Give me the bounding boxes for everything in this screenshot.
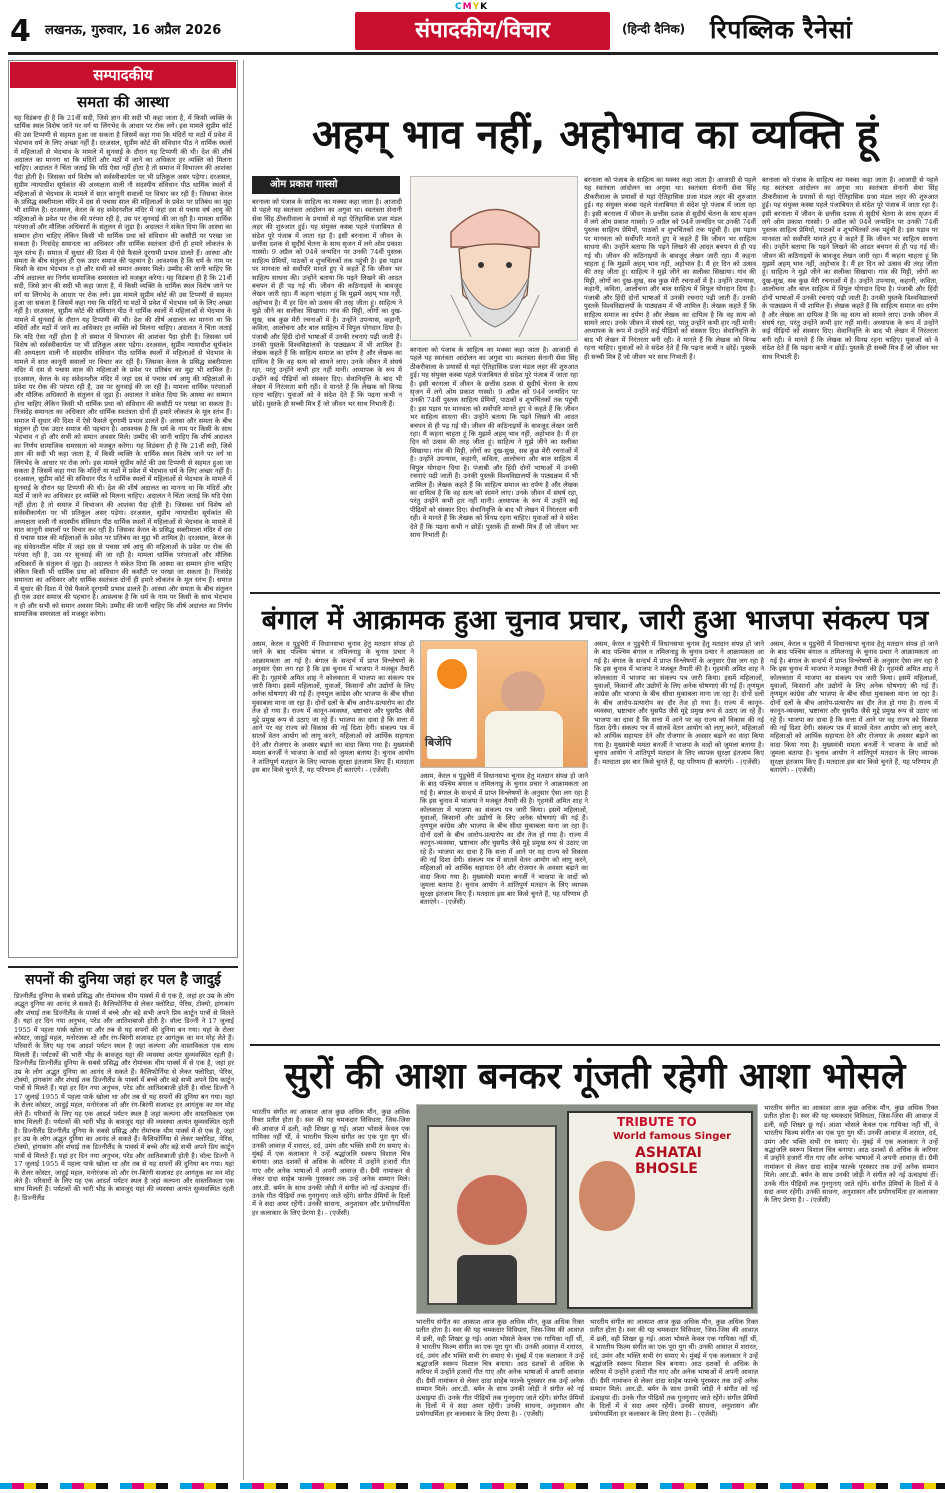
bengal-headline: बंगाल में आक्रामक हुआ चुनाव प्रचार, जारी हुआ भाजपा संकल्प पत्र bbox=[261, 605, 929, 636]
asha-body-col1: भारतीय संगीत का आकाश आज कुछ अधिक मौन, कुछ अधिक रिक्त प्रतीत होता है। स्वर की यह चमकदार विविधता, जिस-जिस की आवाज़ में ढली, वही शिखर छू गई। आशा भोसले केवल एक गायिका नहीं थीं, वे भारतीय फिल्म संगीत का एक पूरा युग थीं। उनकी आवाज़ में शरारत, दर्द, उमंग और भक्ति सभी रंग समाए थे। मुंबई में एक कलाकार ने उन्हें श्रद्धांजलि स्वरूप विशाल चित्र बनाया। आठ दशकों से अधिक के करियर में उन्होंने हजारों गीत गाए और अनेक भाषाओं में अपनी आवाज़ दी। ग्रैमी नामांकन से लेकर दादा साहेब फाल्के पुरस्कार तक उन्हें अनेक सम्मान मिले। आर.डी. बर्मन के साथ उनकी जोड़ी ने संगीत को नई ऊंचाइयां दीं। उनके गीत पीढ़ियों तक गुनगुनाए जाते रहेंगे। संगीत प्रेमियों के दिलों में वे सदा अमर रहेंगी। उनकी साधना, अनुशासन और प्रयोगधर्मिता हर कलाकार के लिए प्रेरणा है। - (एजेंसी) bbox=[252, 1108, 410, 1217]
editorial-body: यह विडंबना ही है कि 21वीं सदी, जिसे ज्ञान की सदी भी कहा जाता है, में किसी व्यक्ति के धार्मिक स्थल विशेष जाने पर वर्ग या लिंगभेद के आधार पर रोक लगे। इस मामले सुप्रीम कोर्ट की उस टिप्पणी से सहमत हुआ जा सकता है जिसमें कहा गया कि मंदिरों या मठों में प्रवेश में भेदभाव धर्म के लिए अच्छा नहीं है। दरअसल, सुप्रीम कोर्ट की संविधान पीठ ने धार्मिक स्थलों में महिलाओं से भेदभाव के मामले में सुनवाई के दौरान यह टिप्पणी की थी। देश की शीर्ष अदालत का मानना था कि मंदिरों और मठों में जाने का अधिकार हर व्यक्ति को मिलना चाहिए। अदालत ने चिंता जताई कि यदि ऐसा नहीं होता है तो समाज में विभाजन की आशंका पैदा होती है। जिसका धर्म विशेष को सर्वस्वीकार्यता पर भी प्रतिकूल असर पड़ेगा। दरअसल, सुप्रीम न्यायाधीश सूर्यकांत की अध्यक्षता वाली नौ सदस्यीय संविधान पीठ धार्मिक स्थलों में महिलाओं से भेदभाव के मामले में सात कानूनी सवालों पर विचार कर रही है। जिसका केरल के प्रसिद्ध सबरीमाला मंदिर में दस से पचास साल की महिलाओं के प्रवेश पर प्रतिबंध का मुद्दा भी शामिल है। दरअसल, केरल के वह संवेदनशील मंदिर में जहां दस से पचास वर्ष आयु की महिलाओं के प्रवेश पर रोक की परंपरा रही है, उस पर सुनवाई की जा रही है। मामला धार्मिक परंपराओं और मौलिक अधिकारों के संतुलन से जुड़ा है। अदालत ने संकेत दिया कि आस्था का सम्मान होना चाहिए लेकिन किसी भी धार्मिक प्रथा को संविधान की कसौटी पर परखा जा सकता है। निःसंदेह समानता का अधिकार और धार्मिक स्वतंत्रता दोनों ही हमारे लोकतंत्र के मूल स्तंभ हैं। समाज में सुधार की दिशा में ऐसे फैसले दूरगामी प्रभाव डालते हैं। आस्था और समता के बीच संतुलन ही एक उदार समाज की पहचान है। आवश्यक है कि धर्म के नाम पर किसी के साथ भेदभाव न हो और सभी को समान अवसर मिले। उम्मीद की जानी चाहिए कि शीर्ष अदालत का निर्णय सामाजिक समरसता को मजबूत करेगा। यह विडंबना ही है कि 21वीं सदी, जिसे ज्ञान की सदी भी कहा जाता है, में किसी व्यक्ति के धार्मिक स्थल विशेष जाने पर वर्ग या लिंगभेद के आधार पर रोक लगे। इस मामले सुप्रीम कोर्ट की उस टिप्पणी से सहमत हुआ जा सकता है जिसमें कहा गया कि मंदिरों या मठों में प्रवेश में भेदभाव धर्म के लिए अच्छा नहीं है। दरअसल, सुप्रीम कोर्ट की संविधान पीठ ने धार्मिक स्थलों में महिलाओं से भेदभाव के मामले में सुनवाई के दौरान यह टिप्पणी की थी। देश की शीर्ष अदालत का मानना था कि मंदिरों और मठों में जाने का अधिकार हर व्यक्ति को मिलना चाहिए। अदालत ने चिंता जताई कि यदि ऐसा नहीं होता है तो समाज में विभाजन की आशंका पैदा होती है। जिसका धर्म विशेष को सर्वस्वीकार्यता पर भी प्रतिकूल असर पड़ेगा। दरअसल, सुप्रीम न्यायाधीश सूर्यकांत की अध्यक्षता वाली नौ सदस्यीय संविधान पीठ धार्मिक स्थलों में महिलाओं से भेदभाव के मामले में सात कानूनी सवालों पर विचार कर रही है। जिसका केरल के प्रसिद्ध सबरीमाला मंदिर में दस से पचास साल की महिलाओं के प्रवेश पर प्रतिबंध का मुद्दा भी शामिल है। दरअसल, केरल के वह संवेदनशील मंदिर में जहां दस से पचास वर्ष आयु की महिलाओं के प्रवेश पर रोक की परंपरा रही है, उस पर सुनवाई की जा रही है। मामला धार्मिक परंपराओं और मौलिक अधिकारों के संतुलन से जुड़ा है। अदालत ने संकेत दिया कि आस्था का सम्मान होना चाहिए लेकिन किसी भी धार्मिक प्रथा को संविधान की कसौटी पर परखा जा सकता है। निःसंदेह समानता का अधिकार और धार्मिक स्वतंत्रता दोनों ही हमारे लोकतंत्र के मूल स्तंभ हैं। समाज में सुधार की दिशा में ऐसे फैसले दूरगामी प्रभाव डालते हैं। आस्था और समता के बीच संतुलन ही एक उदार समाज की पहचान है। आवश्यक है कि धर्म के नाम पर किसी के साथ भेदभाव न हो और सभी को समान अवसर मिले। उम्मीद की जानी चाहिए कि शीर्ष अदालत का निर्णय सामाजिक समरसता को मजबूत करेगा। यह विडंबना ही है कि 21वीं सदी, जिसे ज्ञान की सदी भी कहा जाता है, में किसी व्यक्ति के धार्मिक स्थल विशेष जाने पर वर्ग या लिंगभेद के आधार पर रोक लगे। इस मामले सुप्रीम कोर्ट की उस टिप्पणी से सहमत हुआ जा सकता है जिसमें कहा गया कि मंदिरों या मठों में प्रवेश में भेदभाव धर्म के लिए अच्छा नहीं है। दरअसल, सुप्रीम कोर्ट की संविधान पीठ ने धार्मिक स्थलों में महिलाओं से भेदभाव के मामले में सुनवाई के दौरान यह टिप्पणी की थी। देश की शीर्ष अदालत का मानना था कि मंदिरों और मठों में जाने का अधिकार हर व्यक्ति को मिलना चाहिए। अदालत ने चिंता जताई कि यदि ऐसा नहीं होता है तो समाज में विभाजन की आशंका पैदा होती है। जिसका धर्म विशेष को सर्वस्वीकार्यता पर भी प्रतिकूल असर पड़ेगा। दरअसल, सुप्रीम न्यायाधीश सूर्यकांत की अध्यक्षता वाली नौ सदस्यीय संविधान पीठ धार्मिक स्थलों में महिलाओं से भेदभाव के मामले में सात कानूनी सवालों पर विचार कर रही है। जिसका केरल के प्रसिद्ध सबरीमाला मंदिर में दस से पचास साल की महिलाओं के प्रवेश पर प्रतिबंध का मुद्दा भी शामिल है। दरअसल, केरल के वह संवेदनशील मंदिर में जहां दस से पचास वर्ष आयु की महिलाओं के प्रवेश पर रोक की परंपरा रही है, उस पर सुनवाई की जा रही है। मामला धार्मिक परंपराओं और मौलिक अधिकारों के संतुलन से जुड़ा है। अदालत ने संकेत दिया कि आस्था का सम्मान होना चाहिए लेकिन किसी भी धार्मिक प्रथा को संविधान की कसौटी पर परखा जा सकता है। निःसंदेह समानता का अधिकार और धार्मिक स्वतंत्रता दोनों ही हमारे लोकतंत्र के मूल स्तंभ हैं। समाज में सुधार की दिशा में ऐसे फैसले दूरगामी प्रभाव डालते हैं। आस्था और समता के बीच संतुलन ही एक उदार समाज की पहचान है। आवश्यक है कि धर्म के नाम पर किसी के साथ भेदभाव न हो और सभी को समान अवसर मिले। उम्मीद की जानी चाहिए कि शीर्ष अदालत का निर्णय सामाजिक समरसता को मजबूत करेगा। bbox=[14, 114, 232, 618]
section-rule-1 bbox=[250, 592, 940, 594]
lead-headline: अहम् भाव नहीं, अहोभाव का व्यक्ति हूं bbox=[312, 112, 878, 158]
bengal-body-col4: असम, केरल व पुडुचेरी में विधानसभा चुनाव हेतु मतदान संपन्न हो जाने के बाद पश्चिम बंगाल व तमिलनाडु के चुनाव प्रचार ने आक्रामकता आ गई है। बंगाल के सन्दर्भ में प्राप्त विश्लेषणों के अनुसार ऐसा लग रहा है कि इस चुनाव में भाजपा ने मजबूत तैयारी की है। गृहमंत्री अमित शाह ने कोलकाता में भाजपा का संकल्प पत्र जारी किया। इसमें महिलाओं, युवाओं, किसानों और उद्योगों के लिए अनेक घोषणाएं की गई हैं। तृणमूल कांग्रेस और भाजपा के बीच सीधा मुकाबला माना जा रहा है। दोनों दलों के बीच आरोप-प्रत्यारोप का दौर तेज हो गया है। राज्य में कानून-व्यवस्था, भ्रष्टाचार और घुसपैठ जैसे मुद्दे प्रमुख रूप से उठाए जा रहे हैं। भाजपा का दावा है कि सत्ता में आने पर वह राज्य को विकास की नई दिशा देगी। संकल्प पत्र में सातवें वेतन आयोग को लागू करने, महिलाओं को आर्थिक सहायता देने और रोजगार के अवसर बढ़ाने का वादा किया गया है। मुख्यमंत्री ममता बनर्जी ने भाजपा के वादों को जुमला बताया है। चुनाव आयोग ने शांतिपूर्ण मतदान के लिए व्यापक सुरक्षा इंतजाम किए हैं। मतदाता इस बार किसे चुनते हैं, यह परिणाम ही बताएंगे। - (एजेंसी) bbox=[770, 640, 938, 775]
bengal-body-col1: असम, केरल व पुडुचेरी में विधानसभा चुनाव हेतु मतदान संपन्न हो जाने के बाद पश्चिम बंगाल व तमिलनाडु के चुनाव प्रचार ने आक्रामकता आ गई है। बंगाल के सन्दर्भ में प्राप्त विश्लेषणों के अनुसार ऐसा लग रहा है कि इस चुनाव में भाजपा ने मजबूत तैयारी की है। गृहमंत्री अमित शाह ने कोलकाता में भाजपा का संकल्प पत्र जारी किया। इसमें महिलाओं, युवाओं, किसानों और उद्योगों के लिए अनेक घोषणाएं की गई हैं। तृणमूल कांग्रेस और भाजपा के बीच सीधा मुकाबला माना जा रहा है। दोनों दलों के बीच आरोप-प्रत्यारोप का दौर तेज हो गया है। राज्य में कानून-व्यवस्था, भ्रष्टाचार और घुसपैठ जैसे मुद्दे प्रमुख रूप से उठाए जा रहे हैं। भाजपा का दावा है कि सत्ता में आने पर वह राज्य को विकास की नई दिशा देगी। संकल्प पत्र में सातवें वेतन आयोग को लागू करने, महिलाओं को आर्थिक सहायता देने और रोजगार के अवसर बढ़ाने का वादा किया गया है। मुख्यमंत्री ममता बनर्जी ने भाजपा के वादों को जुमला बताया है। चुनाव आयोग ने शांतिपूर्ण मतदान के लिए व्यापक सुरक्षा इंतजाम किए हैं। मतदाता इस बार किसे चुनते हैं, यह परिणाम ही बताएंगे। - (एजेंसी) bbox=[252, 640, 414, 775]
column-rule bbox=[243, 60, 244, 1480]
paper-name: रिपब्लिक रैनेसां bbox=[710, 15, 853, 44]
asha-body-col2: भारतीय संगीत का आकाश आज कुछ अधिक मौन, कुछ अधिक रिक्त प्रतीत होता है। स्वर की यह चमकदार विविधता, जिस-जिस की आवाज़ में ढली, वही शिखर छू गई। आशा भोसले केवल एक गायिका नहीं थीं, वे भारतीय फिल्म संगीत का एक पूरा युग थीं। उनकी आवाज़ में शरारत, दर्द, उमंग और भक्ति सभी रंग समाए थे। मुंबई में एक कलाकार ने उन्हें श्रद्धांजलि स्वरूप विशाल चित्र बनाया। आठ दशकों से अधिक के करियर में उन्होंने हजारों गीत गाए और अनेक भाषाओं में अपनी आवाज़ दी। ग्रैमी नामांकन से लेकर दादा साहेब फाल्के पुरस्कार तक उन्हें अनेक सम्मान मिले। आर.डी. बर्मन के साथ उनकी जोड़ी ने संगीत को नई ऊंचाइयां दीं। उनके गीत पीढ़ियों तक गुनगुनाए जाते रहेंगे। संगीत प्रेमियों के दिलों में वे सदा अमर रहेंगी। उनकी साधना, अनुशासन और प्रयोगधर्मिता हर कलाकार के लिए प्रेरणा है। - (एजेंसी) bbox=[416, 1318, 584, 1419]
section-rule-2 bbox=[250, 1044, 940, 1046]
poster-subtitle: World famous Singer bbox=[613, 1131, 732, 1142]
bengal-body-col2: असम, केरल व पुडुचेरी में विधानसभा चुनाव हेतु मतदान संपन्न हो जाने के बाद पश्चिम बंगाल व तमिलनाडु के चुनाव प्रचार ने आक्रामकता आ गई है। बंगाल के सन्दर्भ में प्राप्त विश्लेषणों के अनुसार ऐसा लग रहा है कि इस चुनाव में भाजपा ने मजबूत तैयारी की है। गृहमंत्री अमित शाह ने कोलकाता में भाजपा का संकल्प पत्र जारी किया। इसमें महिलाओं, युवाओं, किसानों और उद्योगों के लिए अनेक घोषणाएं की गई हैं। तृणमूल कांग्रेस और भाजपा के बीच सीधा मुकाबला माना जा रहा है। दोनों दलों के बीच आरोप-प्रत्यारोप का दौर तेज हो गया है। राज्य में कानून-व्यवस्था, भ्रष्टाचार और घुसपैठ जैसे मुद्दे प्रमुख रूप से उठाए जा रहे हैं। भाजपा का दावा है कि सत्ता में आने पर वह राज्य को विकास की नई दिशा देगी। संकल्प पत्र में सातवें वेतन आयोग को लागू करने, महिलाओं को आर्थिक सहायता देने और रोजगार के अवसर बढ़ाने का वादा किया गया है। मुख्यमंत्री ममता बनर्जी ने भाजपा के वादों को जुमला बताया है। चुनाव आयोग ने शांतिपूर्ण मतदान के लिए व्यापक सुरक्षा इंतजाम किए हैं। मतदाता इस बार किसे चुनते हैं, यह परिणाम ही बताएंगे। - (एजेंसी) bbox=[420, 772, 588, 907]
editorial-section-label: सम्पादकीय bbox=[10, 62, 236, 88]
rally-photo bbox=[420, 640, 588, 768]
lead-body-col1: बरनाला को पंजाब के साहित्य का मक्का कहा जाता है। आजादी से पहले यह स्वतंत्रता आंदोलन का अगुवा था। स्वतंत्रता सेनानी सेवा सिंह ठीकरीवाला के प्रयासों से यहां ऐतिहासिक प्रजा मंडल लहर की शुरुआत हुई। यह संयुक्त कस्बा पहले पंजाबियत से संदेश पूरे पंजाब में जाता रहा है। इसी बरनाला में जीवन के छत्तीस दशक से सुदीर्घ चेतना के साथ सृजन में लगे ओम प्रकाश गास्सो। 9 अप्रैल को 94वें जन्मदिन पर उनकी 74वीं पुस्तक साहित्य प्रेमियों, पाठकों व शुभचिंतकों तक पहुंची है। इस पड़ाव पर मानवता को सर्वोपरि मानते हुए वे कहते हैं कि जीवन भर साहित्य साधना की। उन्होंने बताया कि पढ़ने लिखने की आदत बचपन से ही पड़ गई थी। जीवन की कठिनाइयों के बावजूद लेखन जारी रहा। मैं कहना चाहता हूं कि मुझमें अहम् भाव नहीं, अहोभाव है। मैं हर दिन को उत्सव की तरह जीता हूं। साहित्य ने मुझे जीने का सलीका सिखाया। गांव की मिट्टी, लोगों का दुख-सुख, सब कुछ मेरी रचनाओं में है। उन्होंने उपन्यास, कहानी, कविता, आलोचना और बाल साहित्य में विपुल योगदान दिया है। पंजाबी और हिंदी दोनों भाषाओं में उनकी रचनाएं पढ़ी जाती हैं। उनकी पुस्तकें विश्वविद्यालयों के पाठ्यक्रम में भी शामिल हैं। लेखक कहते हैं कि साहित्य समाज का दर्पण है और लेखक का दायित्व है कि वह सत्य को सामने लाए। उनके जीवन में संघर्ष रहा, परंतु उन्होंने कभी हार नहीं मानी। अध्यापक के रूप में उन्होंने कई पीढ़ियों को संस्कार दिए। सेवानिवृत्ति के बाद भी लेखन में निरंतरता बनी रही। वे मानते हैं कि लेखक को विनम्र रहना चाहिए। युवाओं को वे संदेश देते हैं कि पढ़ना कभी न छोड़ें। पुस्तकें ही सच्ची मित्र हैं जो जीवन भर साथ निभाती हैं। bbox=[252, 198, 402, 408]
editorial-title: समता की आस्था bbox=[77, 93, 169, 111]
paper-label: (हिन्दी दैनिक) bbox=[622, 22, 686, 36]
bjp-label: बिजेपि bbox=[425, 736, 452, 749]
portrait-illustration bbox=[410, 176, 578, 341]
asha-body-col4: भारतीय संगीत का आकाश आज कुछ अधिक मौन, कुछ अधिक रिक्त प्रतीत होता है। स्वर की यह चमकदार विविधता, जिस-जिस की आवाज़ में ढली, वही शिखर छू गई। आशा भोसले केवल एक गायिका नहीं थीं, वे भारतीय फिल्म संगीत का एक पूरा युग थीं। उनकी आवाज़ में शरारत, दर्द, उमंग और भक्ति सभी रंग समाए थे। मुंबई में एक कलाकार ने उन्हें श्रद्धांजलि स्वरूप विशाल चित्र बनाया। आठ दशकों से अधिक के करियर में उन्होंने हजारों गीत गाए और अनेक भाषाओं में अपनी आवाज़ दी। ग्रैमी नामांकन से लेकर दादा साहेब फाल्के पुरस्कार तक उन्हें अनेक सम्मान मिले। आर.डी. बर्मन के साथ उनकी जोड़ी ने संगीत को नई ऊंचाइयां दीं। उनके गीत पीढ़ियों तक गुनगुनाए जाते रहेंगे। संगीत प्रेमियों के दिलों में वे सदा अमर रहेंगी। उनकी साधना, अनुशासन और प्रयोगधर्मिता हर कलाकार के लिए प्रेरणा है। - (एजेंसी) bbox=[764, 1104, 938, 1205]
lead-body-col4: बरनाला को पंजाब के साहित्य का मक्का कहा जाता है। आजादी से पहले यह स्वतंत्रता आंदोलन का अगुवा था। स्वतंत्रता सेनानी सेवा सिंह ठीकरीवाला के प्रयासों से यहां ऐतिहासिक प्रजा मंडल लहर की शुरुआत हुई। यह संयुक्त कस्बा पहले पंजाबियत से संदेश पूरे पंजाब में जाता रहा है। इसी बरनाला में जीवन के छत्तीस दशक से सुदीर्घ चेतना के साथ सृजन में लगे ओम प्रकाश गास्सो। 9 अप्रैल को 94वें जन्मदिन पर उनकी 74वीं पुस्तक साहित्य प्रेमियों, पाठकों व शुभचिंतकों तक पहुंची है। इस पड़ाव पर मानवता को सर्वोपरि मानते हुए वे कहते हैं कि जीवन भर साहित्य साधना की। उन्होंने बताया कि पढ़ने लिखने की आदत बचपन से ही पड़ गई थी। जीवन की कठिनाइयों के बावजूद लेखन जारी रहा। मैं कहना चाहता हूं कि मुझमें अहम् भाव नहीं, अहोभाव है। मैं हर दिन को उत्सव की तरह जीता हूं। साहित्य ने मुझे जीने का सलीका सिखाया। गांव की मिट्टी, लोगों का दुख-सुख, सब कुछ मेरी रचनाओं में है। उन्होंने उपन्यास, कहानी, कविता, आलोचना और बाल साहित्य में विपुल योगदान दिया है। पंजाबी और हिंदी दोनों भाषाओं में उनकी रचनाएं पढ़ी जाती हैं। उनकी पुस्तकें विश्वविद्यालयों के पाठ्यक्रम में भी शामिल हैं। लेखक कहते हैं कि साहित्य समाज का दर्पण है और लेखक का दायित्व है कि वह सत्य को सामने लाए। उनके जीवन में संघर्ष रहा, परंतु उन्होंने कभी हार नहीं मानी। अध्यापक के रूप में उन्होंने कई पीढ़ियों को संस्कार दिए। सेवानिवृत्ति के बाद भी लेखन में निरंतरता बनी रही। वे मानते हैं कि लेखक को विनम्र रहना चाहिए। युवाओं को वे संदेश देते हैं कि पढ़ना कभी न छोड़ें। पुस्तकें ही सच्ची मित्र हैं जो जीवन भर साथ निभाती हैं। bbox=[762, 176, 938, 361]
tribute-poster-photo bbox=[416, 1104, 758, 1314]
print-colour-bar bbox=[0, 1483, 945, 1489]
lead-body-col2: बरनाला को पंजाब के साहित्य का मक्का कहा जाता है। आजादी से पहले यह स्वतंत्रता आंदोलन का अगुवा था। स्वतंत्रता सेनानी सेवा सिंह ठीकरीवाला के प्रयासों से यहां ऐतिहासिक प्रजा मंडल लहर की शुरुआत हुई। यह संयुक्त कस्बा पहले पंजाबियत से संदेश पूरे पंजाब में जाता रहा है। इसी बरनाला में जीवन के छत्तीस दशक से सुदीर्घ चेतना के साथ सृजन में लगे ओम प्रकाश गास्सो। 9 अप्रैल को 94वें जन्मदिन पर उनकी 74वीं पुस्तक साहित्य प्रेमियों, पाठकों व शुभचिंतकों तक पहुंची है। इस पड़ाव पर मानवता को सर्वोपरि मानते हुए वे कहते हैं कि जीवन भर साहित्य साधना की। उन्होंने बताया कि पढ़ने लिखने की आदत बचपन से ही पड़ गई थी। जीवन की कठिनाइयों के बावजूद लेखन जारी रहा। मैं कहना चाहता हूं कि मुझमें अहम् भाव नहीं, अहोभाव है। मैं हर दिन को उत्सव की तरह जीता हूं। साहित्य ने मुझे जीने का सलीका सिखाया। गांव की मिट्टी, लोगों का दुख-सुख, सब कुछ मेरी रचनाओं में है। उन्होंने उपन्यास, कहानी, कविता, आलोचना और बाल साहित्य में विपुल योगदान दिया है। पंजाबी और हिंदी दोनों भाषाओं में उनकी रचनाएं पढ़ी जाती हैं। उनकी पुस्तकें विश्वविद्यालयों के पाठ्यक्रम में भी शामिल हैं। लेखक कहते हैं कि साहित्य समाज का दर्पण है और लेखक का दायित्व है कि वह सत्य को सामने लाए। उनके जीवन में संघर्ष रहा, परंतु उन्होंने कभी हार नहीं मानी। अध्यापक के रूप में उन्होंने कई पीढ़ियों को संस्कार दिए। सेवानिवृत्ति के बाद भी लेखन में निरंतरता बनी रही। वे मानते हैं कि लेखक को विनम्र रहना चाहिए। युवाओं को वे संदेश देते हैं कि पढ़ना कभी न छोड़ें। पुस्तकें ही सच्ची मित्र हैं जो जीवन भर साथ निभाती हैं। bbox=[410, 346, 578, 539]
dateline: लखनऊ, गुरुवार, 16 अप्रैल 2026 bbox=[45, 23, 222, 38]
poster-name: ASHATAI BHOSLE bbox=[635, 1145, 702, 1177]
bengal-body-col3: असम, केरल व पुडुचेरी में विधानसभा चुनाव हेतु मतदान संपन्न हो जाने के बाद पश्चिम बंगाल व तमिलनाडु के चुनाव प्रचार ने आक्रामकता आ गई है। बंगाल के सन्दर्भ में प्राप्त विश्लेषणों के अनुसार ऐसा लग रहा है कि इस चुनाव में भाजपा ने मजबूत तैयारी की है। गृहमंत्री अमित शाह ने कोलकाता में भाजपा का संकल्प पत्र जारी किया। इसमें महिलाओं, युवाओं, किसानों और उद्योगों के लिए अनेक घोषणाएं की गई हैं। तृणमूल कांग्रेस और भाजपा के बीच सीधा मुकाबला माना जा रहा है। दोनों दलों के बीच आरोप-प्रत्यारोप का दौर तेज हो गया है। राज्य में कानून-व्यवस्था, भ्रष्टाचार और घुसपैठ जैसे मुद्दे प्रमुख रूप से उठाए जा रहे हैं। भाजपा का दावा है कि सत्ता में आने पर वह राज्य को विकास की नई दिशा देगी। संकल्प पत्र में सातवें वेतन आयोग को लागू करने, महिलाओं को आर्थिक सहायता देने और रोजगार के अवसर बढ़ाने का वादा किया गया है। मुख्यमंत्री ममता बनर्जी ने भाजपा के वादों को जुमला बताया है। चुनाव आयोग ने शांतिपूर्ण मतदान के लिए व्यापक सुरक्षा इंतजाम किए हैं। मतदाता इस बार किसे चुनते हैं, यह परिणाम ही बताएंगे। - (एजेंसी) bbox=[594, 640, 764, 766]
asha-headline: सुरों की आशा बनकर गूंजती रहेगी आशा भोसले bbox=[284, 1056, 906, 1097]
lead-byline: ओम प्रकाश गास्सो bbox=[252, 176, 400, 194]
registration-mark: CMYK bbox=[455, 2, 489, 12]
section-band: संपादकीय/विचार bbox=[355, 12, 610, 50]
asha-body-col3: भारतीय संगीत का आकाश आज कुछ अधिक मौन, कुछ अधिक रिक्त प्रतीत होता है। स्वर की यह चमकदार विविधता, जिस-जिस की आवाज़ में ढली, वही शिखर छू गई। आशा भोसले केवल एक गायिका नहीं थीं, वे भारतीय फिल्म संगीत का एक पूरा युग थीं। उनकी आवाज़ में शरारत, दर्द, उमंग और भक्ति सभी रंग समाए थे। मुंबई में एक कलाकार ने उन्हें श्रद्धांजलि स्वरूप विशाल चित्र बनाया। आठ दशकों से अधिक के करियर में उन्होंने हजारों गीत गाए और अनेक भाषाओं में अपनी आवाज़ दी। ग्रैमी नामांकन से लेकर दादा साहेब फाल्के पुरस्कार तक उन्हें अनेक सम्मान मिले। आर.डी. बर्मन के साथ उनकी जोड़ी ने संगीत को नई ऊंचाइयां दीं। उनके गीत पीढ़ियों तक गुनगुनाए जाते रहेंगे। संगीत प्रेमियों के दिलों में वे सदा अमर रहेंगी। उनकी साधना, अनुशासन और प्रयोगधर्मिता हर कलाकार के लिए प्रेरणा है। - (एजेंसी) bbox=[590, 1318, 758, 1419]
lead-body-col3: बरनाला को पंजाब के साहित्य का मक्का कहा जाता है। आजादी से पहले यह स्वतंत्रता आंदोलन का अगुवा था। स्वतंत्रता सेनानी सेवा सिंह ठीकरीवाला के प्रयासों से यहां ऐतिहासिक प्रजा मंडल लहर की शुरुआत हुई। यह संयुक्त कस्बा पहले पंजाबियत से संदेश पूरे पंजाब में जाता रहा है। इसी बरनाला में जीवन के छत्तीस दशक से सुदीर्घ चेतना के साथ सृजन में लगे ओम प्रकाश गास्सो। 9 अप्रैल को 94वें जन्मदिन पर उनकी 74वीं पुस्तक साहित्य प्रेमियों, पाठकों व शुभचिंतकों तक पहुंची है। इस पड़ाव पर मानवता को सर्वोपरि मानते हुए वे कहते हैं कि जीवन भर साहित्य साधना की। उन्होंने बताया कि पढ़ने लिखने की आदत बचपन से ही पड़ गई थी। जीवन की कठिनाइयों के बावजूद लेखन जारी रहा। मैं कहना चाहता हूं कि मुझमें अहम् भाव नहीं, अहोभाव है। मैं हर दिन को उत्सव की तरह जीता हूं। साहित्य ने मुझे जीने का सलीका सिखाया। गांव की मिट्टी, लोगों का दुख-सुख, सब कुछ मेरी रचनाओं में है। उन्होंने उपन्यास, कहानी, कविता, आलोचना और बाल साहित्य में विपुल योगदान दिया है। पंजाबी और हिंदी दोनों भाषाओं में उनकी रचनाएं पढ़ी जाती हैं। उनकी पुस्तकें विश्वविद्यालयों के पाठ्यक्रम में भी शामिल हैं। लेखक कहते हैं कि साहित्य समाज का दर्पण है और लेखक का दायित्व है कि वह सत्य को सामने लाए। उनके जीवन में संघर्ष रहा, परंतु उन्होंने कभी हार नहीं मानी। अध्यापक के रूप में उन्होंने कई पीढ़ियों को संस्कार दिए। सेवानिवृत्ति के बाद भी लेखन में निरंतरता बनी रही। वे मानते हैं कि लेखक को विनम्र रहना चाहिए। युवाओं को वे संदेश देते हैं कि पढ़ना कभी न छोड़ें। पुस्तकें ही सच्ची मित्र हैं जो जीवन भर साथ निभाती हैं। bbox=[584, 176, 756, 361]
masthead-rule bbox=[8, 52, 938, 55]
poster-tribute: TRIBUTE TO bbox=[617, 1115, 697, 1129]
feature2-body: डिज्नीलैंड दुनिया के सबसे प्रसिद्ध और रोमांचक थीम पार्क्स में से एक है, जहां हर उम्र के लोग अद्भुत दुनिया का आनंद ले सकते हैं। कैलिफोर्निया से लेकर फ्लोरिडा, पेरिस, टोक्यो, हांगकांग और शंघाई तक डिज्नीलैंड के पार्क्स में बच्चे और बड़े सभी अपने प्रिय कार्टून पात्रों से मिलते हैं। यहां हर दिन नया अनुभव, परेड और आतिशबाजी होती है। वॉल्ट डिज्नी ने 17 जुलाई 1955 में पहला पार्क खोला था और तब से यह सपनों की दुनिया बन गया। यहां के रोलर कोस्टर, जादुई महल, मनोरंजक शो और रंग-बिरंगी सजावट हर आगंतुक का मन मोह लेते हैं। परिवारों के लिए यह एक आदर्श पर्यटन स्थल है जहां कल्पना और वास्तविकता एक साथ मिलती हैं। पर्यटकों की भारी भीड़ के बावजूद यहां की व्यवस्था अत्यंत सुव्यवस्थित रहती है। डिज्नीलैंड डिज्नीलैंड दुनिया के सबसे प्रसिद्ध और रोमांचक थीम पार्क्स में से एक है, जहां हर उम्र के लोग अद्भुत दुनिया का आनंद ले सकते हैं। कैलिफोर्निया से लेकर फ्लोरिडा, पेरिस, टोक्यो, हांगकांग और शंघाई तक डिज्नीलैंड के पार्क्स में बच्चे और बड़े सभी अपने प्रिय कार्टून पात्रों से मिलते हैं। यहां हर दिन नया अनुभव, परेड और आतिशबाजी होती है। वॉल्ट डिज्नी ने 17 जुलाई 1955 में पहला पार्क खोला था और तब से यह सपनों की दुनिया बन गया। यहां के रोलर कोस्टर, जादुई महल, मनोरंजक शो और रंग-बिरंगी सजावट हर आगंतुक का मन मोह लेते हैं। परिवारों के लिए यह एक आदर्श पर्यटन स्थल है जहां कल्पना और वास्तविकता एक साथ मिलती हैं। पर्यटकों की भारी भीड़ के बावजूद यहां की व्यवस्था अत्यंत सुव्यवस्थित रहती है। डिज्नीलैंड डिज्नीलैंड दुनिया के सबसे प्रसिद्ध और रोमांचक थीम पार्क्स में से एक है, जहां हर उम्र के लोग अद्भुत दुनिया का आनंद ले सकते हैं। कैलिफोर्निया से लेकर फ्लोरिडा, पेरिस, टोक्यो, हांगकांग और शंघाई तक डिज्नीलैंड के पार्क्स में बच्चे और बड़े सभी अपने प्रिय कार्टून पात्रों से मिलते हैं। यहां हर दिन नया अनुभव, परेड और आतिशबाजी होती है। वॉल्ट डिज्नी ने 17 जुलाई 1955 में पहला पार्क खोला था और तब से यह सपनों की दुनिया बन गया। यहां के रोलर कोस्टर, जादुई महल, मनोरंजक शो और रंग-बिरंगी सजावट हर आगंतुक का मन मोह लेते हैं। परिवारों के लिए यह एक आदर्श पर्यटन स्थल है जहां कल्पना और वास्तविकता एक साथ मिलती हैं। पर्यटकों की भारी भीड़ के बावजूद यहां की व्यवस्था अत्यंत सुव्यवस्थित रहती है। डिज्नीलैंड bbox=[14, 992, 234, 1202]
page-number: 4 bbox=[10, 14, 31, 49]
feature2-title: सपनों की दुनिया जहां हर पल है जादुई bbox=[25, 972, 221, 988]
